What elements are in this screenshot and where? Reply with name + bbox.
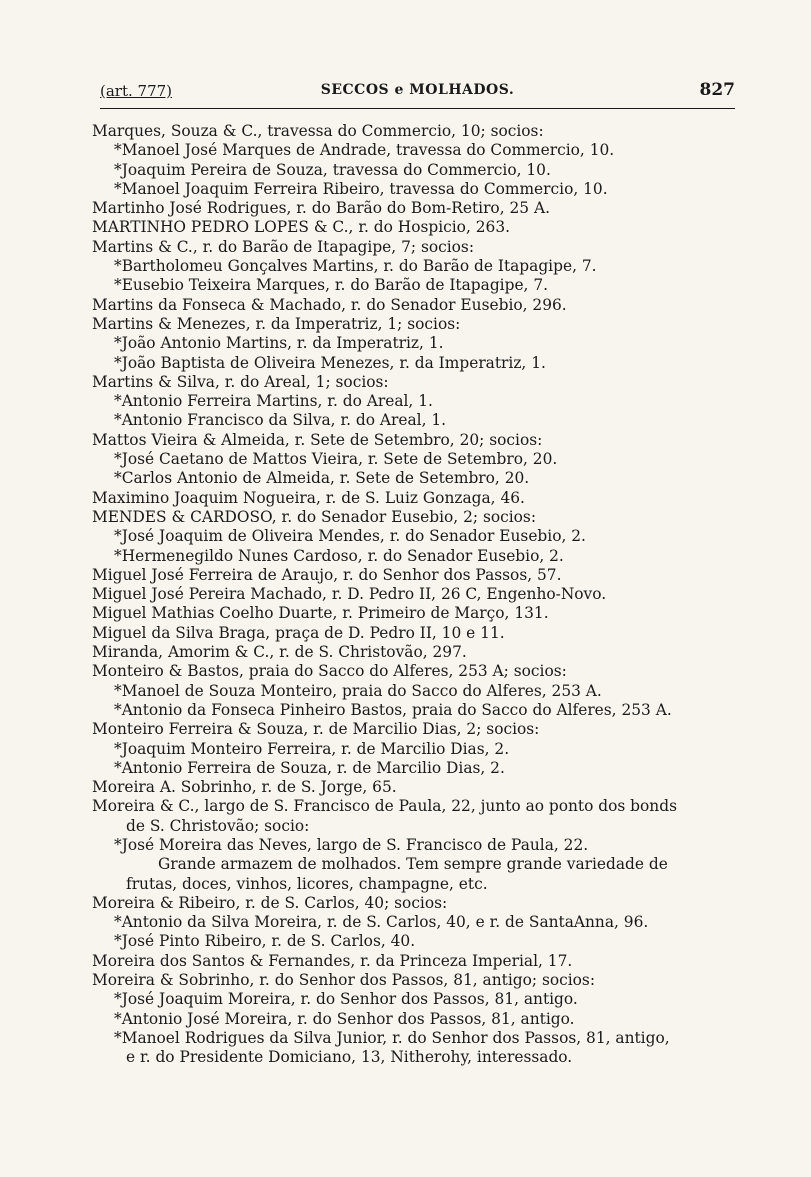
page-number: 827	[699, 80, 735, 100]
directory-line: Moreira & Sobrinho, r. do Senhor dos Passos, 81, antigo; socios:	[92, 971, 596, 990]
directory-line: *José Joaquim Moreira, r. do Senhor dos Passos, 81, antigo.	[114, 990, 578, 1009]
directory-entries	[92, 122, 742, 1068]
directory-line: *Manoel José Marques de Andrade, travessa do Commercio, 10.	[114, 141, 615, 160]
directory-line: Miranda, Amorim & C., r. de S. Christovão, 297.	[92, 643, 467, 662]
directory-line: *Antonio da Fonseca Pinheiro Bastos, praia do Sacco do Alferes, 253 A.	[114, 700, 672, 719]
directory-line: Moreira & C., largo de S. Francisco de Paula, 22, junto ao ponto dos bonds	[92, 797, 677, 816]
directory-line: Martinho José Rodrigues, r. do Barão do Bom-Retiro, 25 A.	[92, 199, 550, 218]
directory-line: *José Pinto Ribeiro, r. de S. Carlos, 40.	[114, 932, 416, 951]
article-reference: (art. 777)	[100, 82, 173, 100]
directory-line: *Joaquim Monteiro Ferreira, r. de Marcilio Dias, 2.	[114, 739, 510, 758]
directory-line: Miguel José Ferreira de Araujo, r. do Senhor dos Passos, 57.	[92, 565, 562, 584]
directory-line: *Antonio Francisco da Silva, r. do Areal, 1.	[114, 411, 447, 430]
running-header	[100, 80, 735, 109]
directory-line: Mattos Vieira & Almeida, r. Sete de Setembro, 20; socios:	[92, 430, 543, 449]
section-title: SECCOS e MOLHADOS.	[320, 82, 515, 98]
directory-line: *Antonio José Moreira, r. do Senhor dos Passos, 81, antigo.	[114, 1009, 575, 1028]
directory-line: *Antonio Ferreira Martins, r. do Areal, 1.	[114, 392, 433, 411]
directory-line: *Bartholomeu Gonçalves Martins, r. do Barão de Itapagipe, 7.	[114, 257, 597, 276]
directory-line: Martins da Fonseca & Machado, r. do Senador Eusebio, 296.	[92, 295, 567, 314]
directory-line: *José Caetano de Mattos Vieira, r. Sete de Setembro, 20.	[114, 450, 558, 469]
directory-line: Moreira & Ribeiro, r. de S. Carlos, 40; socios:	[92, 893, 448, 912]
directory-line: Martins & Menezes, r. da Imperatriz, 1; socios:	[92, 314, 461, 333]
directory-line: Grande armazem de molhados. Tem sempre grande variedade de	[158, 855, 668, 874]
directory-line: *Manoel Joaquim Ferreira Ribeiro, travessa do Commercio, 10.	[114, 179, 608, 198]
directory-line: *José Joaquim de Oliveira Mendes, r. do Senador Eusebio, 2.	[114, 527, 586, 546]
directory-line: Monteiro Ferreira & Souza, r. de Marcilio Dias, 2; socios:	[92, 720, 540, 739]
directory-line: MARTINHO PEDRO LOPES & C., r. do Hospicio, 263.	[92, 218, 511, 237]
directory-line: Maximino Joaquim Nogueira, r. de S. Luiz Gonzaga, 46.	[92, 488, 525, 507]
directory-line: Miguel Mathias Coelho Duarte, r. Primeiro de Março, 131.	[92, 604, 549, 623]
directory-line: e r. do Presidente Domiciano, 13, Nitherohy, interessado.	[126, 1048, 573, 1067]
directory-line: Martins & C., r. do Barão de Itapagipe, 7; socios:	[92, 237, 474, 256]
directory-line: Moreira A. Sobrinho, r. de S. Jorge, 65.	[92, 778, 397, 797]
directory-line: frutas, doces, vinhos, licores, champagne, etc.	[126, 874, 488, 893]
directory-line: *Antonio Ferreira de Souza, r. de Marcilio Dias, 2.	[114, 758, 505, 777]
directory-line: MENDES & CARDOSO, r. do Senador Eusebio, 2; socios:	[92, 507, 537, 526]
directory-line: Moreira dos Santos & Fernandes, r. da Princeza Imperial, 17.	[92, 951, 573, 970]
directory-line: Miguel da Silva Braga, praça de D. Pedro II, 10 e 11.	[92, 623, 505, 642]
directory-line: *Carlos Antonio de Almeida, r. Sete de Setembro, 20.	[114, 469, 530, 488]
directory-line: Martins & Silva, r. do Areal, 1; socios:	[92, 372, 389, 391]
directory-line: Marques, Souza & C., travessa do Commercio, 10; socios:	[92, 122, 544, 140]
directory-line: *Joaquim Pereira de Souza, travessa do Commercio, 10.	[114, 160, 551, 179]
directory-line: *Manoel de Souza Monteiro, praia do Sacco do Alferes, 253 A.	[114, 681, 602, 700]
directory-line: *João Antonio Martins, r. da Imperatriz, 1.	[114, 334, 444, 353]
directory-line: *Hermenegildo Nunes Cardoso, r. do Senador Eusebio, 2.	[114, 546, 564, 565]
directory-line: *Eusebio Teixeira Marques, r. do Barão de Itapagipe, 7.	[114, 276, 549, 295]
directory-line: *Antonio da Silva Moreira, r. de S. Carlos, 40, e r. de SantaAnna, 96.	[114, 913, 649, 932]
directory-line: de S. Christovão; socio:	[126, 816, 310, 835]
directory-line: *João Baptista de Oliveira Menezes, r. da Imperatriz, 1.	[114, 353, 546, 372]
directory-line: *Manoel Rodrigues da Silva Junior, r. do Senhor dos Passos, 81, antigo,	[114, 1028, 670, 1047]
directory-line: *José Moreira das Neves, largo de S. Francisco de Paula, 22.	[114, 835, 589, 854]
directory-line: Monteiro & Bastos, praia do Sacco do Alferes, 253 A; socios:	[92, 662, 567, 681]
directory-line: Miguel José Pereira Machado, r. D. Pedro II, 26 C, Engenho-Novo.	[92, 585, 607, 604]
